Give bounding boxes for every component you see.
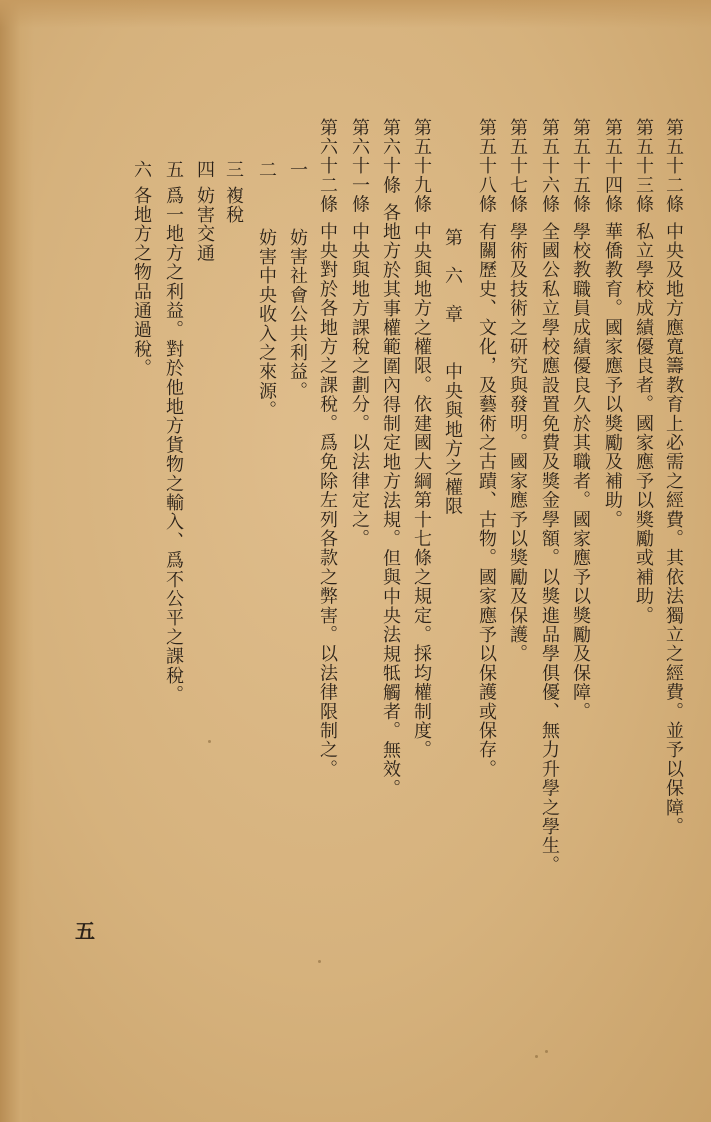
article-number: 第五十三條 [633,118,654,214]
paper-speck [318,960,321,963]
article-60 [379,118,401,798]
article-58 [475,118,497,779]
paper-speck [545,1050,548,1053]
article-number: 第五十六條 [539,118,560,214]
article-number: 第五十七條 [507,118,528,214]
article-text: 中央與地方之權限。依建國大綱第十七條之規定。採均權制度。 [411,222,432,760]
article-text: 學術及技術之研究與發明。國家應予以獎勵及保護。 [507,222,528,664]
item-text: 妨害交通 [194,186,215,263]
item-text: 妨害中央收入之來源。 [256,228,277,420]
item-number: 二 [256,160,277,180]
article-59 [410,118,432,760]
article-text: 私立學校成績優良者。國家應予以獎勵或補助。 [633,222,654,626]
paper-speck [535,1055,538,1058]
article-text: 中央對於各地方之課稅。爲免除左列各款之弊害。以法律限制之。 [317,222,338,779]
item-number: 六 [131,160,152,180]
article-56 [538,118,560,875]
item-number: 五 [163,160,184,180]
article-text: 中央及地方應寬籌教育上必需之經費。其依法獨立之經費。並予以保障。 [663,222,684,837]
paper-speck [208,740,211,743]
item-text: 各地方之物品通過稅。 [131,186,152,378]
article-57 [506,118,528,664]
item-text: 爲一地方之利益。對於他地方貨物之輸入、爲不公平之課稅。 [163,186,184,705]
article-number: 第五十八條 [476,118,497,214]
article-number: 第五十九條 [411,118,432,214]
article-text: 學校教職員成績優良久於其職者。國家應予以獎勵及保障。 [570,222,591,722]
article-55 [569,118,591,721]
item-number: 三 [223,160,244,180]
article-text: 全國公私立學校應設置免費及獎金學額。以獎進品學俱優、無力升學之學生。 [539,222,560,875]
item-text: 複稅 [223,186,244,225]
article-54 [601,118,623,529]
article-62 [316,118,338,779]
article-number: 第五十四條 [602,118,623,214]
article-53 [632,118,654,625]
article-text: 有關歷史、文化，及藝術之古蹟、古物。國家應予以保護或保存。 [476,222,497,779]
article-52 [662,118,684,836]
article-number: 第六十一條 [349,118,370,214]
article-number: 第五十五條 [570,118,591,214]
page-edge-shadow [0,0,34,1122]
article-text: 各地方於其事權範圍內得制定地方法規。但與中央法規牴觸者。無效。 [380,202,401,799]
article-number: 第六十條 [380,118,401,195]
article-text: 中央與地方課稅之劃分。以法律定之。 [349,222,370,549]
item-text: 妨害社會公共利益。 [287,228,308,401]
chapter-heading: 第 六 章 中央與地方之權限 [442,228,463,516]
item-number: 四 [194,160,215,180]
article-61 [348,118,370,548]
page-number: 五 [75,919,95,943]
article-number: 第五十二條 [663,118,684,214]
article-text: 華僑教育。國家應予以獎勵及補助。 [602,222,623,530]
article-number: 第六十二條 [317,118,338,214]
item-number: 一 [287,160,308,180]
page-top-shadow [0,0,711,28]
